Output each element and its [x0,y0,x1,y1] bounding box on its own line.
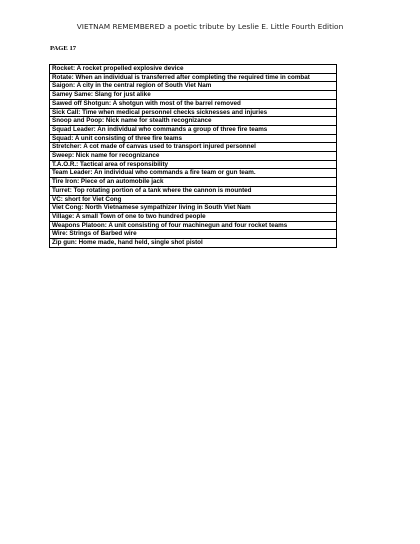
glossary-entry: Tire Iron: Piece of an automobile jack [50,178,337,187]
glossary-entry: Squad: A unit consisting of three fire teams [50,134,337,143]
glossary-entry: Snoop and Poop: Nick name for stealth recognizance [50,117,337,126]
glossary-entry: Samey Same: Slang for just alike [50,91,337,100]
table-row [50,178,337,187]
glossary-entry: Turret: Top rotating portion of a tank where the cannon is mounted [50,186,337,195]
glossary-entry: Sick Call: Time when medical personnel checks sicknesses and injuries [50,108,337,117]
glossary-entry: Team Leader: An individual who commands a fire team or gun team. [50,169,337,178]
table-row [50,152,337,161]
page-number: PAGE 17 [50,45,77,52]
glossary-entry: VC: short for Viet Cong [50,195,337,204]
table-row [50,221,337,230]
table-row [50,125,337,134]
table-row [50,212,337,221]
glossary-entry: Sawed off Shotgun: A shotgun with most of the barrel removed [50,99,337,108]
table-row [50,82,337,91]
glossary-entry: Wire: Strings of Barbed wire [50,230,337,239]
glossary-entry: Viet Cong: North Vietnamese sympathizer living in South Viet Nam [50,204,337,213]
table-row [50,186,337,195]
table-row [50,99,337,108]
table-row [50,117,337,126]
table-row [50,169,337,178]
glossary-entry: Village: A small Town of one to two hundred people [50,212,337,221]
table-row [50,204,337,213]
table-row [50,230,337,239]
glossary-entry: Weapons Platoon: A unit consisting of four machinegun and four rocket teams [50,221,337,230]
table-row [50,160,337,169]
glossary-entry: Zip gun: Home made, hand held, single shot pistol [50,239,337,248]
glossary-entry: Stretcher: A cot made of canvas used to transport injured personnel [50,143,337,152]
glossary-entry: Saigon: A city in the central region of South Viet Nam [50,82,337,91]
table-row [50,239,337,248]
table-row [50,65,337,74]
page-header: VIETNAM REMEMBERED a poetic tribute by Leslie E. Little Fourth Edition [76,22,344,31]
glossary-entry: Rotate: When an individual is transferred after completing the required time in combat [50,73,337,82]
table-row [50,143,337,152]
glossary-entry: Rocket: A rocket propelled explosive device [50,65,337,74]
table-row [50,73,337,82]
glossary-entry: Squad Leader: An individual who commands a group of three fire teams [50,125,337,134]
table-row [50,91,337,100]
glossary-table [49,64,337,248]
glossary-entry: T.A.O.R.: Tactical area of responsibility [50,160,337,169]
table-row [50,134,337,143]
table-row [50,108,337,117]
glossary-entry: Sweep: Nick name for recognizance [50,152,337,161]
table-row [50,195,337,204]
